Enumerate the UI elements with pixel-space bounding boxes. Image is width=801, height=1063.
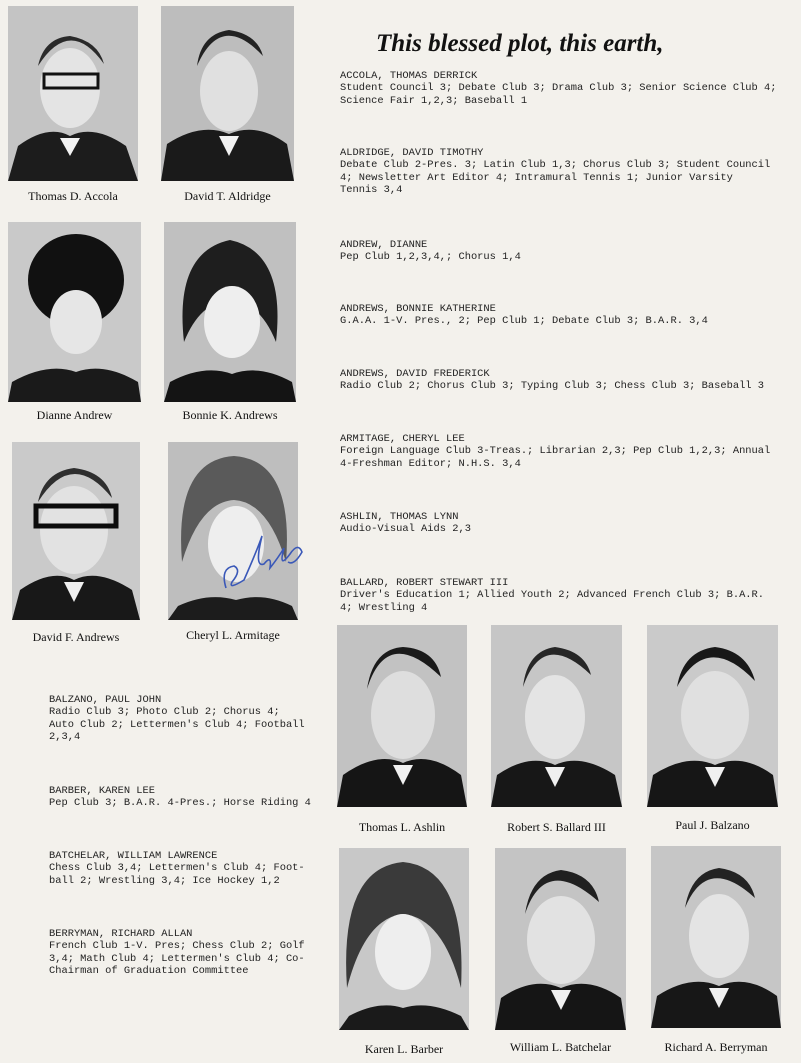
caption-accola: Thomas D. Accola bbox=[28, 189, 118, 203]
portrait-ballard bbox=[491, 625, 622, 807]
portrait-balzano bbox=[647, 625, 778, 807]
entry-line: Driver's Education 1; Allied Youth 2; Advanced French Club 3; B.A.R. bbox=[340, 589, 765, 602]
entry-armitage bbox=[340, 433, 770, 470]
entry-barber bbox=[49, 785, 311, 810]
portrait-berryman bbox=[651, 846, 781, 1028]
caption-cheryl-armitage: Cheryl L. Armitage bbox=[186, 628, 280, 642]
entry-balzano bbox=[49, 694, 305, 744]
entry-name: ALDRIDGE, DAVID TIMOTHY bbox=[340, 147, 484, 159]
entry-line: 4; Wrestling 4 bbox=[340, 601, 428, 614]
entry-dianne-andrew bbox=[340, 239, 521, 264]
entry-berryman bbox=[49, 928, 305, 978]
page-title: This blessed plot, this earth, bbox=[376, 30, 664, 57]
entry-line: Chairman of Graduation Committee bbox=[49, 965, 249, 978]
portrait-barber bbox=[339, 848, 469, 1030]
entry-david-andrews bbox=[340, 368, 764, 393]
entry-name: BALLARD, ROBERT STEWART III bbox=[340, 577, 509, 589]
entry-line: Auto Club 2; Lettermen's Club 4; Football bbox=[49, 718, 305, 731]
entry-line: Debate Club 2-Pres. 3; Latin Club 1,3; Chorus Club 3; Student Council bbox=[340, 159, 771, 172]
caption-ashlin: Thomas L. Ashlin bbox=[358, 820, 446, 834]
entry-name: ANDREW, DIANNE bbox=[340, 239, 428, 251]
caption-ballard: Robert S. Ballard III bbox=[507, 820, 606, 834]
portrait-dianne-andrew bbox=[8, 222, 141, 402]
entry-line: ball 2; Wrestling 3,4; Ice Hockey 1,2 bbox=[49, 874, 280, 887]
entry-aldridge bbox=[340, 147, 770, 197]
entry-line: Science Fair 1,2,3; Baseball 1 bbox=[340, 94, 528, 107]
entry-accola bbox=[340, 70, 776, 107]
entry-batchelar bbox=[49, 850, 305, 887]
portrait-aldridge bbox=[161, 6, 294, 181]
portrait-accola bbox=[8, 6, 138, 181]
entry-name: ASHLIN, THOMAS LYNN bbox=[340, 511, 459, 523]
caption-balzano: Paul J. Balzano bbox=[675, 818, 750, 832]
entry-name: ANDREWS, DAVID FREDERICK bbox=[340, 368, 490, 380]
caption-david-andrews: David F. Andrews bbox=[32, 630, 120, 644]
entry-line: French Club 1-V. Pres; Chess Club 2; Golf bbox=[49, 940, 305, 953]
caption-dianne-andrew: Dianne Andrew bbox=[36, 408, 113, 422]
caption-berryman: Richard A. Berryman bbox=[664, 1040, 768, 1054]
entry-line: Radio Club 2; Chorus Club 3; Typing Club 3; Chess Club 3; Baseball 3 bbox=[340, 380, 765, 393]
portrait-david-andrews bbox=[12, 442, 140, 620]
entry-line: Foreign Language Club 3-Treas.; Librarian 2,3; Pep Club 1,2,3; Annual bbox=[340, 445, 771, 458]
entry-line: Chess Club 3,4; Lettermen's Club 4; Foot- bbox=[49, 862, 305, 875]
entry-line: Tennis 3,4 bbox=[340, 184, 403, 197]
caption-bonnie-andrews: Bonnie K. Andrews bbox=[182, 408, 278, 422]
entry-name: ACCOLA, THOMAS DERRICK bbox=[340, 70, 478, 82]
entry-name: BALZANO, PAUL JOHN bbox=[49, 694, 162, 706]
entry-name: BATCHELAR, WILLIAM LAWRENCE bbox=[49, 850, 218, 862]
entry-line: Pep Club 3; B.A.R. 4-Pres.; Horse Riding 4 bbox=[49, 797, 311, 810]
entry-line: 4-Freshman Editor; N.H.S. 3,4 bbox=[340, 457, 521, 470]
entry-name: BERRYMAN, RICHARD ALLAN bbox=[49, 928, 193, 940]
entry-name: BARBER, KAREN LEE bbox=[49, 785, 156, 797]
entry-ashlin bbox=[340, 511, 471, 536]
entry-line: Radio Club 3; Photo Club 2; Chorus 4; bbox=[49, 706, 280, 719]
portrait-ashlin bbox=[337, 625, 467, 807]
portrait-cheryl-armitage bbox=[168, 442, 298, 620]
caption-batchelar: William L. Batchelar bbox=[509, 1040, 612, 1054]
caption-aldridge: David T. Aldridge bbox=[184, 189, 271, 203]
portrait-batchelar bbox=[495, 848, 626, 1030]
entry-line: 4; Newsletter Art Editor 4; Intramural Tennis 1; Junior Varsity bbox=[340, 171, 733, 184]
entry-ballard bbox=[340, 577, 764, 614]
entry-line: 3,4; Math Club 4; Lettermen's Club 4; Co- bbox=[49, 952, 305, 965]
portrait-bonnie-andrews bbox=[164, 222, 296, 402]
entry-line: 2,3,4 bbox=[49, 731, 81, 744]
entry-line: Audio-Visual Aids 2,3 bbox=[340, 523, 471, 536]
caption-barber: Karen L. Barber bbox=[364, 1042, 444, 1056]
entry-name: ANDREWS, BONNIE KATHERINE bbox=[340, 303, 496, 315]
entry-line: Student Council 3; Debate Club 3; Drama Club 3; Senior Science Club 4; bbox=[340, 82, 777, 95]
entry-name: ARMITAGE, CHERYL LEE bbox=[340, 433, 465, 445]
entry-bonnie-andrews bbox=[340, 303, 708, 328]
entry-line: Pep Club 1,2,3,4,; Chorus 1,4 bbox=[340, 251, 521, 264]
entry-line: G.A.A. 1-V. Pres., 2; Pep Club 1; Debate Club 3; B.A.R. 3,4 bbox=[340, 315, 708, 328]
